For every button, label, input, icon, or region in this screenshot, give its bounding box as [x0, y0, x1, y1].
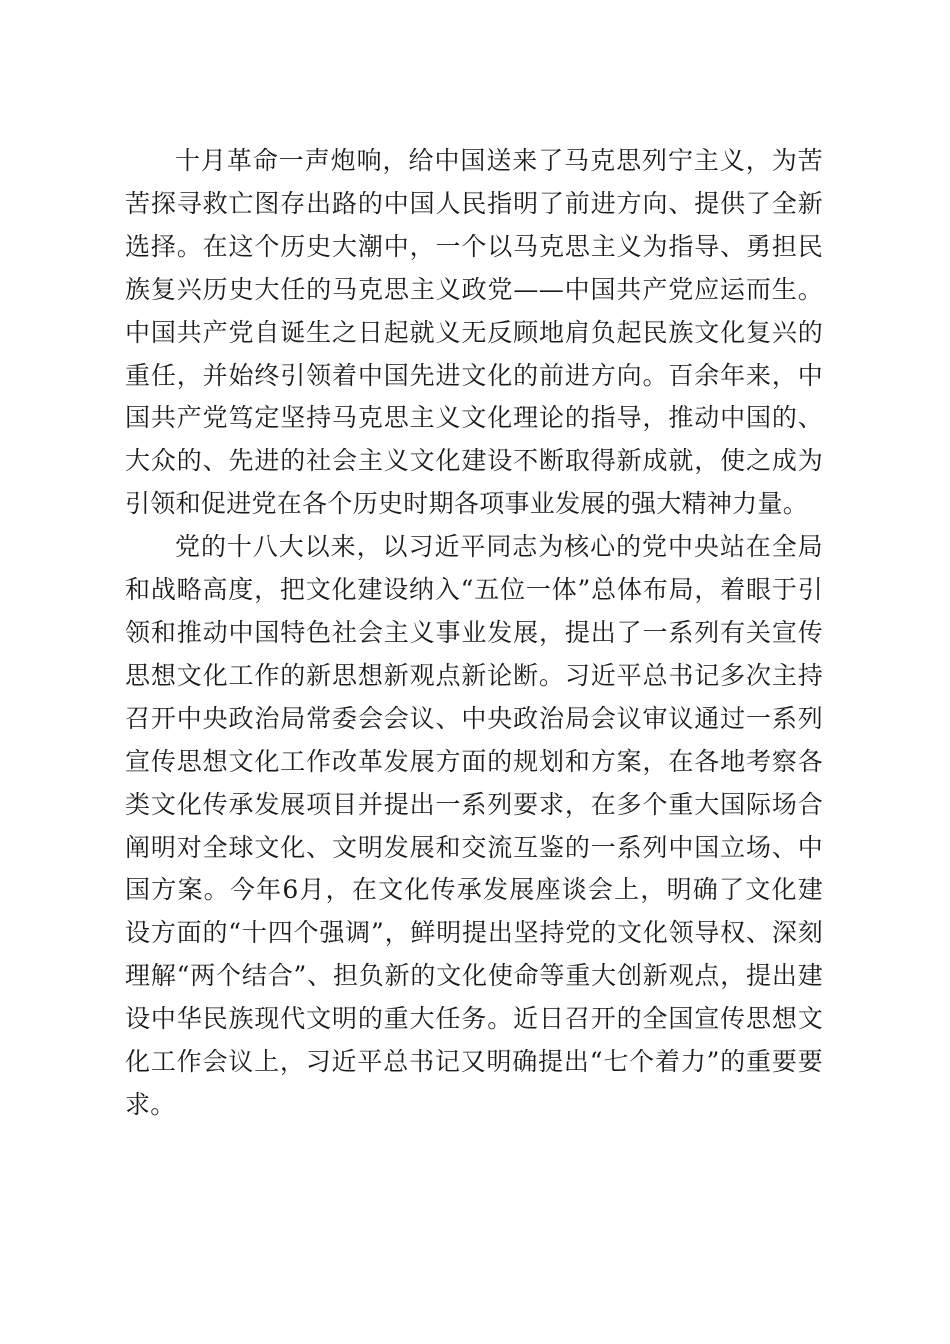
paragraph-1: 十月革命一声炮响，给中国送来了马克思列宁主义，为苦苦探寻救亡图存出路的中国人民指明了前进方向、提供了全新选择。在这个历史大潮中，一个以马克思主义为指导、勇担民族复兴历史大任的马克思主义政党——中国共产党应运而生。中国共产党自诞生之日起就义无反顾地肩负起民族文化复兴的重任，并始终引领着中国先进文化的前进方向。百余年来，中国共产党笃定坚持马克思主义文化理论的指导，推动中国的、大众的、先进的社会主义文化建设不断取得新成就，使之成为引领和促进党在各个历史时期各项事业发展的强大精神力量。	[125, 146, 823, 519]
document-body	[125, 140, 823, 1127]
paragraph-2: 党的十八大以来，以习近平同志为核心的党中央站在全局和战略高度，把文化建设纳入“五位一体”总体布局，着眼于引领和推动中国特色社会主义事业发展，提出了一系列有关宣传思想文化工作的新思想新观点新论断。习近平总书记多次主持召开中央政治局常委会会议、中央政治局会议审议通过一系列宣传思想文化工作改革发展方面的规划和方案，在各地考察各类文化传承发展项目并提出一系列要求，在多个重大国际场合阐明对全球文化、文明发展和交流互鉴的一系列中国立场、中国方案。今年6月，在文化传承发展座谈会上，明确了文化建设方面的“十四个强调”，鲜明提出坚持党的文化领导权、深刻理解“两个结合”、担负新的文化使命等重大创新观点，提出建设中华民族现代文明的重大任务。近日召开的全国宣传思想文化工作会议上，习近平总书记又明确提出“七个着力”的重要要求。	[125, 532, 823, 1119]
